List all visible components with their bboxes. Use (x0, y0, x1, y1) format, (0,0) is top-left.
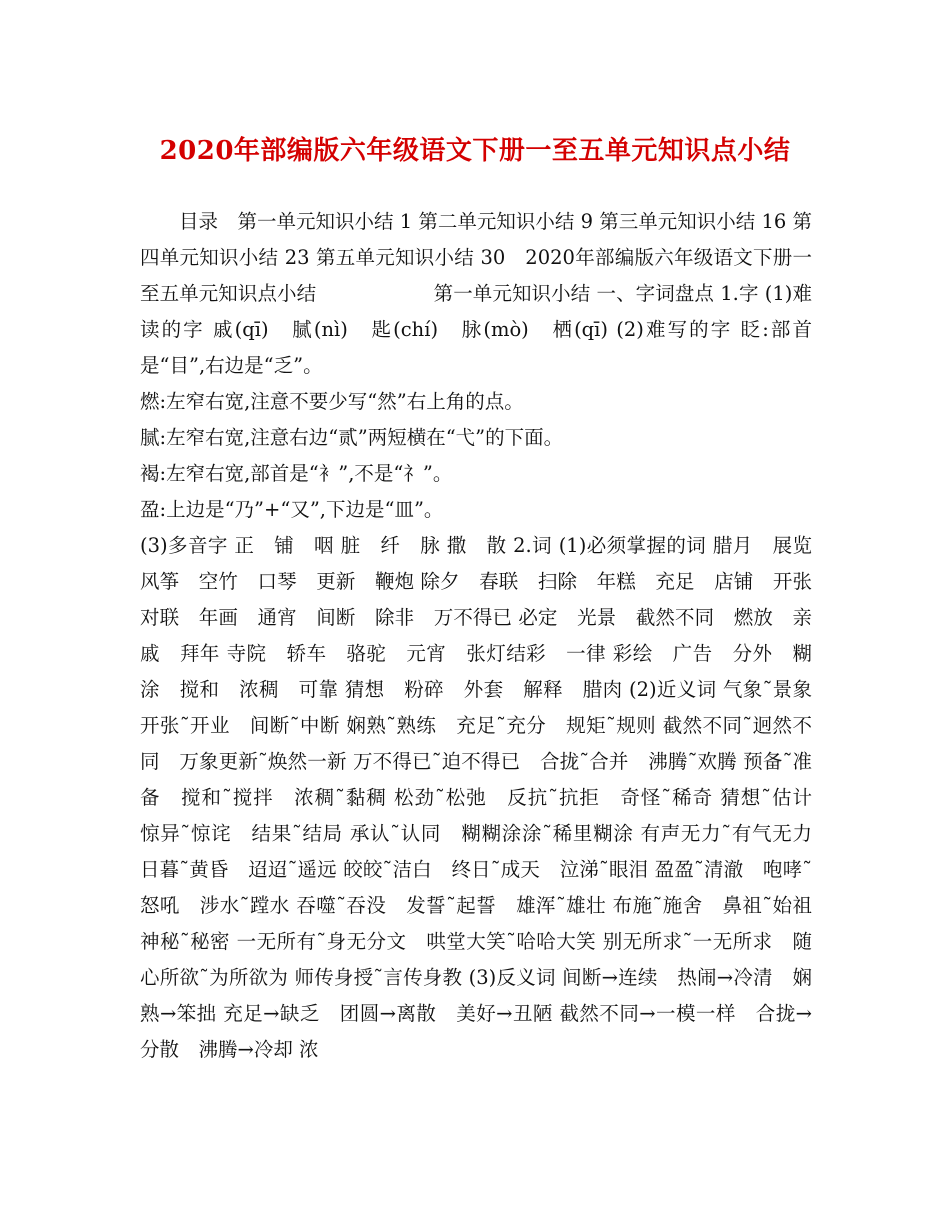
paragraph-he: 褐:左窄右宽,部首是“衤”,不是“礻”。 (140, 462, 453, 485)
paragraph-ying: 盈:上边是“乃”+“又”,下边是“皿”。 (140, 498, 444, 521)
paragraph-toc: 目录 第一单元知识小结 1 第二单元知识小结 9 第三单元知识小结 16 第四单元知识小结 23 第五单元知识小结 30 2020年部编版六年级语文下册一至五单元知识点小结 第一单元知识小结 一、字词盘点 1.字 (1)难读的字 戚(qī) 腻(nì) 匙(chí) 脉(mò) 栖(qī) (2)难写的字 眨:部首是“目”,右边是“乏”。 (140, 210, 812, 377)
paragraph-ni: 腻:左窄右宽,注意右边“贰”两短横在“弋”的下面。 (140, 426, 564, 449)
paragraph-vocabulary: (3)多音字 正 铺 咽 脏 纤 脉 撒 散 2.词 (1)必须掌握的词 腊月 展览 风筝 空竹 口琴 更新 鞭炮 除夕 春联 扫除 年糕 充足 店铺 开张 对联 年画 通宵 间断 除非 万不得已 必定 光景 截然不同 燃放 亲戚 拜年 寺院 轿车 骆驼 元宵 张灯结彩 一律 彩绘 广告 分外 糊涂 搅和 浓稠 可靠 猜想 粉碎 外套 解释 腊肉 (2)近义词 气象˜景象 开张˜开业 间断˜中断 娴熟˜熟练 充足˜充分 规矩˜规则 截然不同˜迥然不同 万象更新˜焕然一新 万不得已˜迫不得已 合拢˜合并 沸腾˜欢腾 预备˜准备 搅和˜搅拌 浓稠˜黏稠 松劲˜松弛 反抗˜抗拒 奇怪˜稀奇 猜想˜估计 惊异˜惊诧 结果˜结局 承认˜认同 糊糊涂涂˜稀里糊涂 有声无力˜有气无力 日暮˜黄昏 迢迢˜遥远 皎皎˜洁白 终日˜成天 泣涕˜眼泪 盈盈˜清澈 咆哮˜怒吼 涉水˜蹚水 吞噬˜吞没 发誓˜起誓 雄浑˜雄壮 布施˜施舍 鼻祖˜始祖 神秘˜秘密 一无所有˜身无分文 哄堂大笑˜哈哈大笑 别无所求˜一无所求 随心所欲˜为所欲为 师传身授˜言传身教 (3)反义词 间断→连续 热闹→冷清 娴熟→笨拙 充足→缺乏 团圆→离散 美好→丑陋 截然不同→一模一样 合拢→分散 沸腾→冷却 浓 (140, 534, 832, 1061)
document-body (140, 204, 832, 1068)
document-title: 2020年部编版六年级语文下册一至五单元知识点小结 (159, 136, 791, 166)
paragraph-ran: 燃:左窄右宽,注意不要少写“然”右上角的点。 (140, 390, 524, 413)
